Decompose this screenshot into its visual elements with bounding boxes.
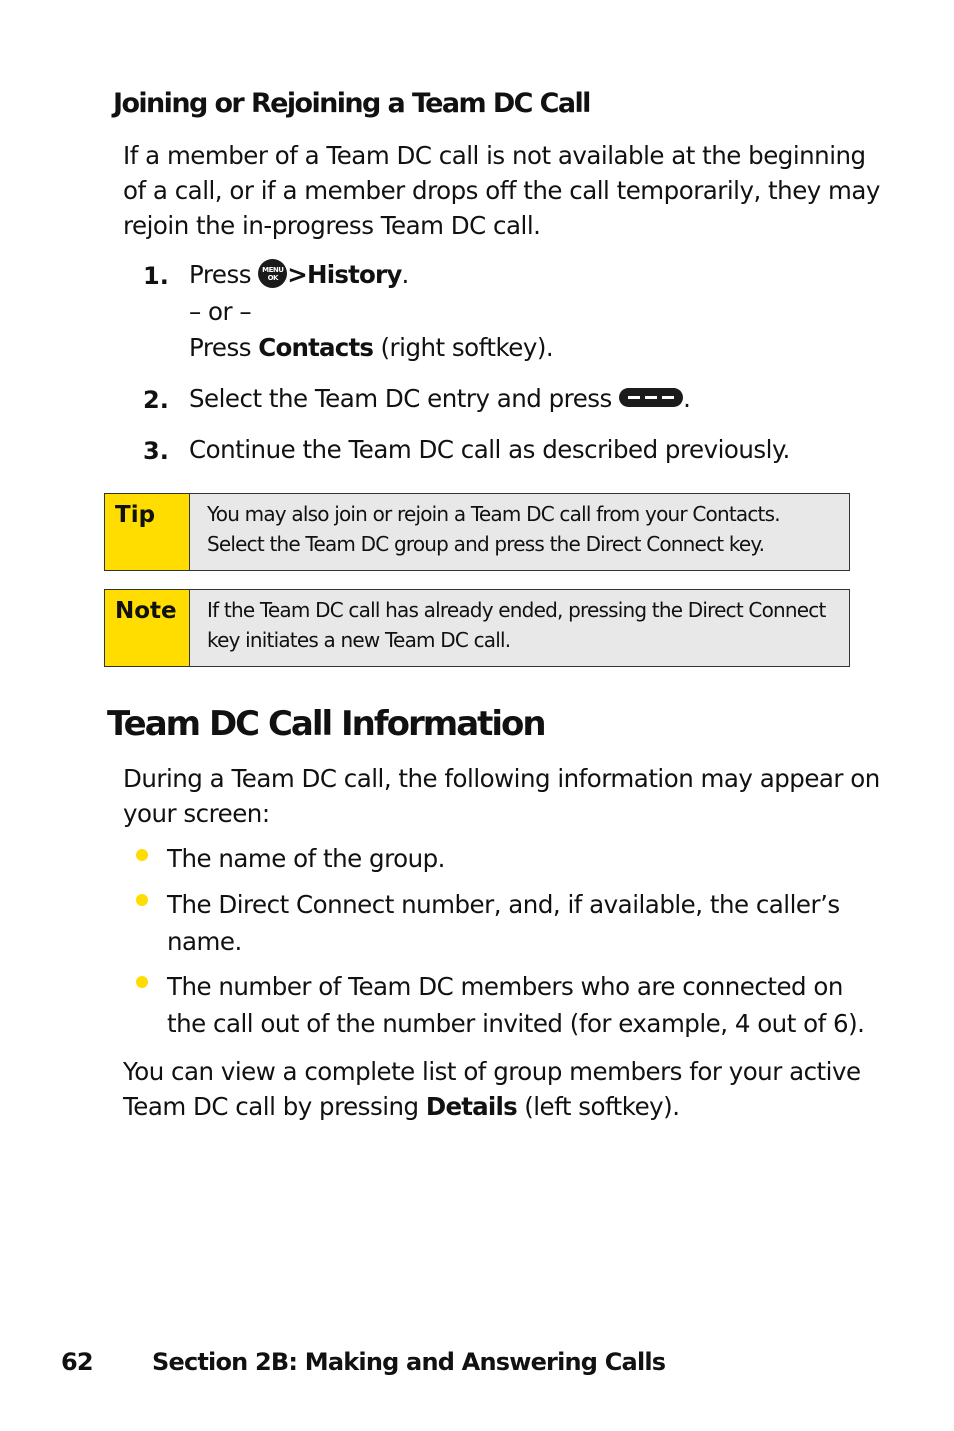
- arrow-icon: >: [287, 260, 308, 289]
- page-number: 62: [61, 1348, 93, 1376]
- note-label: Note: [105, 590, 190, 666]
- closing-paragraph: [123, 1054, 883, 1124]
- contacts-suffix: (right softkey).: [380, 333, 554, 362]
- note-box: [104, 589, 850, 667]
- tip-label: Tip: [105, 494, 190, 570]
- history-label: History: [307, 260, 402, 289]
- bullet-item: The Direct Connect number, and, if available, the caller’s name.: [167, 890, 840, 956]
- softkey-icon: [619, 388, 683, 407]
- step-2-period: .: [683, 384, 691, 413]
- bullet-dot-icon: [136, 976, 148, 988]
- step-3-text: Continue the Team DC call as described previously.: [189, 435, 790, 464]
- tip-box: [104, 493, 850, 571]
- bullet-dot-icon: [136, 849, 148, 861]
- step-1-press-2: Press: [189, 333, 251, 362]
- step-1-line-3: [189, 333, 553, 362]
- step-2-label: Select the Team DC entry and press: [189, 384, 612, 413]
- section-heading: Joining or Rejoining a Team DC Call: [113, 88, 590, 119]
- menu-key-top-label: MENU: [262, 265, 284, 274]
- step-1-or: – or –: [189, 297, 252, 326]
- contacts-label: Contacts: [258, 333, 374, 362]
- menu-key-bottom-label: OK: [267, 273, 278, 282]
- step-1-press: Press: [189, 260, 251, 289]
- menu-ok-key-icon: [258, 259, 287, 288]
- closing-suffix: (left softkey).: [524, 1092, 680, 1121]
- tip-text: You may also join or rejoin a Team DC call from your Contacts. Select the Team DC group and press the Direct Connect key.: [207, 502, 780, 556]
- info-intro: During a Team DC call, the following information may appear on your screen:: [123, 764, 880, 828]
- step-1-number: 1.: [143, 262, 169, 290]
- closing-prefix: You can view a complete list of group members for your active Team DC call by pressing: [123, 1057, 861, 1121]
- note-text: If the Team DC call has already ended, pressing the Direct Connect key initiates a new Team DC call.: [207, 598, 826, 652]
- main-heading: Team DC Call Information: [107, 704, 545, 744]
- step-2-text: [189, 384, 690, 413]
- intro-paragraph: If a member of a Team DC call is not available at the beginning of a call, or if a member drops off the call temporarily, they may rejoin the in-progress Team DC call.: [123, 141, 880, 240]
- step-1-period: .: [401, 260, 409, 289]
- bullet-item: The number of Team DC members who are connected on the call out of the number invited (for example, 4 out of 6).: [167, 972, 865, 1038]
- details-label: Details: [425, 1092, 517, 1121]
- step-1-line-1: [189, 260, 409, 291]
- bullet-dot-icon: [136, 894, 148, 906]
- step-2-number: 2.: [143, 386, 169, 414]
- footer-section-title: Section 2B: Making and Answering Calls: [152, 1348, 666, 1376]
- step-3-number: 3.: [143, 437, 169, 465]
- bullet-item: The name of the group.: [167, 844, 445, 873]
